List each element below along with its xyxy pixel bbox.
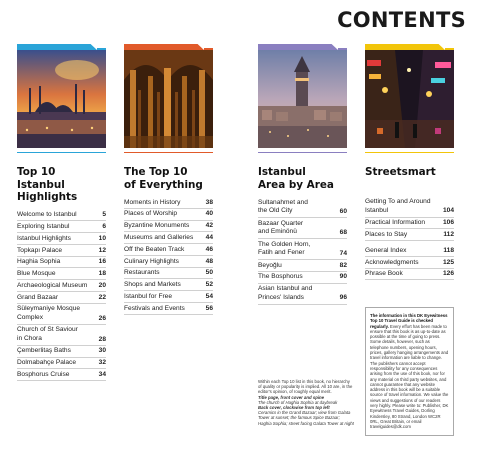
- toc-list: [17, 210, 106, 382]
- galata-tower-photo: [258, 50, 347, 148]
- toc-entry-label: Istanbul Highlights: [17, 234, 71, 242]
- toc-entry-page: 48: [205, 257, 213, 265]
- toc-entry: [124, 209, 213, 221]
- suleymaniye-mosque-photo: [17, 50, 106, 148]
- section-top10-everything: [124, 44, 213, 315]
- toc-entry-label: Festivals and Events: [124, 304, 185, 312]
- toc-entry-label: Bazaar Quarter and Eminönü: [258, 219, 304, 236]
- toc-entry-label: Restaurants: [124, 269, 160, 277]
- back-cover-text: Ceramics in the Grand Bazaar; view from Galata Tower at sunset; the famous Spice Bazaar; Haghia Sophia; street facing Galata Tower at night: [258, 410, 354, 426]
- toc-entry: [17, 233, 106, 245]
- toc-entry-label: Welcome to Istanbul: [17, 211, 77, 219]
- toc-entry-label: Çemberlitaş Baths: [17, 347, 71, 355]
- toc-entry: [258, 218, 347, 239]
- toc-entry-label: Grand Bazaar: [17, 293, 59, 301]
- toc-entry-label: Getting To and Around Istanbul: [365, 198, 431, 214]
- disclaimer-box: [365, 307, 454, 436]
- credits-note: [258, 379, 354, 426]
- toc-entry-page: 118: [443, 246, 454, 254]
- toc-entry-page: 68: [339, 228, 347, 236]
- toc-entry: [17, 292, 106, 304]
- toc-entry-page: 42: [205, 222, 213, 230]
- basilica-cistern-photo: [124, 50, 213, 148]
- toc-entry-page: 22: [98, 293, 106, 301]
- section-title: The Top 10 of Everything: [124, 166, 203, 191]
- toc-entry: [17, 210, 106, 222]
- section-tab: [365, 44, 454, 50]
- toc-entry: [17, 346, 106, 358]
- toc-entry-label: Dolmabahçe Palace: [17, 359, 77, 367]
- toc-entry: [258, 260, 347, 272]
- page-title: CONTENTS: [337, 8, 466, 32]
- toc-entry: [17, 257, 106, 269]
- disclaimer-text: Every effort has been made to ensure that this book is as up-to-date as possible at the time of going to press. Some details, however, such as telephone numbers, opening hours, prices, gallery hanging arrangements and travel information are liable to change. The publishers cannot accept responsibility for any consequences arising from the use of this book, nor for any material on third party websites, and cannot guarantee that any website address in this book will be a suitable source of travel information. We value the views and suggestions of our readers very highly. Please write to: Publisher, DK Eyewitness Travel Guides, Dorling Kindersley, 80 Strand, London WC2R 0RL, Great Britain, or email travelguides@dk.com: [370, 323, 449, 430]
- section-tab: [258, 44, 347, 50]
- toc-entry: [17, 369, 106, 381]
- toc-entry: [17, 221, 106, 233]
- toc-entry-label: Moments in History: [124, 198, 181, 206]
- toc-entry: [365, 218, 454, 230]
- toc-entry: [258, 197, 347, 218]
- toc-entry: [124, 244, 213, 256]
- toc-entry-label: General Index: [365, 246, 407, 254]
- toc-entry-page: 112: [443, 230, 454, 238]
- front-cover-heading: Title page, front cover and spine: [258, 394, 325, 400]
- section-title: Istanbul Area by Area: [258, 166, 334, 191]
- toc-list: [365, 197, 454, 242]
- night-street-photo: [365, 50, 454, 148]
- toc-entry: [17, 245, 106, 257]
- toc-entry-page: 74: [339, 249, 347, 257]
- toc-entry-label: The Bosphorus: [258, 273, 303, 281]
- toc-entry: [124, 268, 213, 280]
- toc-entry: [365, 257, 454, 269]
- toc-entry-page: 60: [339, 207, 347, 215]
- toc-entry: [124, 279, 213, 291]
- toc-entry-page: 28: [98, 335, 106, 343]
- toc-entry-page: 16: [98, 258, 106, 266]
- toc-entry-page: 104: [442, 207, 454, 215]
- section-title: Streetsmart: [365, 166, 436, 178]
- toc-entry-label: Blue Mosque: [17, 270, 56, 278]
- section-area-by-area: [258, 44, 347, 305]
- toc-entry-page: 125: [442, 258, 454, 266]
- toc-entry-page: 82: [339, 261, 347, 269]
- toc-list: [124, 197, 213, 315]
- toc-entry-page: 26: [98, 314, 106, 322]
- toc-entry-label: Shops and Markets: [124, 281, 181, 289]
- toc-entry-label: Museums and Galleries: [124, 234, 194, 242]
- toc-entry-label: Byzantine Monuments: [124, 222, 190, 230]
- toc-entry-label: The Golden Horn, Fatih and Fener: [258, 240, 311, 257]
- toc-entry: [124, 197, 213, 209]
- toc-entry-page: 20: [98, 281, 106, 289]
- toc-entry-page: 10: [98, 234, 106, 242]
- toc-entry: [124, 256, 213, 268]
- toc-entry: [365, 197, 454, 218]
- toc-entry-label: Bosphorus Cruise: [17, 371, 70, 378]
- toc-entry: [258, 239, 347, 260]
- toc-entry-label: Places to Stay: [365, 230, 408, 238]
- toc-entry-page: 18: [98, 270, 106, 278]
- toc-entry-label: Off the Beaten Track: [124, 245, 185, 253]
- toc-entry-page: 5: [102, 211, 106, 219]
- section-streetsmart: [365, 44, 454, 280]
- front-cover-text: The church of Haghia Sophia at daybreak: [258, 399, 338, 405]
- toc-entry: [365, 229, 454, 241]
- toc-entry-label: Süleymaniye Mosque Complex: [17, 305, 81, 321]
- toc-entry-page: 38: [205, 198, 213, 206]
- toc-list: [258, 197, 347, 305]
- toc-entry: [17, 268, 106, 280]
- toc-entry: [365, 245, 454, 257]
- toc-entry-label: Culinary Highlights: [124, 257, 179, 265]
- toc-entry-page: 30: [98, 347, 106, 355]
- toc-entry: [258, 284, 347, 305]
- toc-entry: [17, 280, 106, 292]
- toc-entry-page: 12: [98, 246, 106, 254]
- toc-entry-label: Asian Istanbul and Princes' Islands: [258, 285, 313, 301]
- toc-entry: [124, 232, 213, 244]
- credits-intro: Within each Top 10 list in this book, no hierarchy of quality or popularity is implied. All 10 are, in the editor's opinion, of roughly equal merit.: [258, 379, 353, 395]
- toc-entry-page: 126: [442, 270, 454, 278]
- toc-entry-label: Church of St Saviour in Chora: [17, 326, 78, 342]
- toc-entry-label: Archaeological Museum: [17, 281, 88, 289]
- toc-entry-label: Phrase Book: [365, 270, 403, 278]
- section-tab: [124, 44, 213, 50]
- toc-entry-label: Acknowledgments: [365, 258, 419, 266]
- toc-entry-label: Places of Worship: [124, 210, 178, 218]
- toc-entry-page: 40: [205, 210, 213, 218]
- toc-entry-page: 50: [205, 269, 213, 277]
- toc-entry: [258, 272, 347, 284]
- toc-entry-label: Exploring Istanbul: [17, 222, 70, 230]
- section-tab: [17, 44, 106, 50]
- section-title: Top 10 Istanbul Highlights: [17, 166, 78, 203]
- toc-entry: [17, 304, 106, 325]
- toc-entry-page: 46: [205, 245, 213, 253]
- toc-entry: [124, 291, 213, 303]
- toc-list-back-matter: [365, 245, 454, 280]
- toc-entry: [124, 221, 213, 233]
- toc-entry-page: 54: [205, 292, 213, 300]
- toc-entry-page: 56: [205, 304, 213, 312]
- toc-entry-page: 6: [102, 222, 106, 230]
- toc-entry-page: 96: [339, 294, 347, 302]
- toc-entry-label: Beyoğlu: [258, 261, 282, 269]
- toc-entry-page: 90: [339, 273, 347, 281]
- back-cover-heading: Back cover, clockwise from top left: [258, 405, 330, 411]
- disclaimer-heading: The information in this DK Eyewitness Top 10 Travel Guide is checked regularly.: [370, 313, 448, 329]
- toc-entry-page: 106: [442, 219, 454, 227]
- toc-entry-label: Sultanahmet and the Old City: [258, 198, 308, 215]
- toc-entry-label: Topkapı Palace: [17, 246, 63, 254]
- toc-entry: [17, 358, 106, 370]
- toc-entry: [124, 303, 213, 315]
- toc-entry: [17, 325, 106, 346]
- toc-entry-label: Istanbul for Free: [124, 292, 173, 300]
- toc-entry-page: 44: [205, 234, 213, 242]
- toc-entry-page: 34: [98, 371, 106, 378]
- toc-entry-page: 32: [98, 359, 106, 367]
- toc-entry-label: Haghia Sophia: [17, 258, 61, 266]
- toc-entry-label: Practical Information: [365, 219, 426, 227]
- section-highlights: [17, 44, 106, 381]
- toc-entry-page: 52: [205, 281, 213, 289]
- toc-entry: [365, 269, 454, 281]
